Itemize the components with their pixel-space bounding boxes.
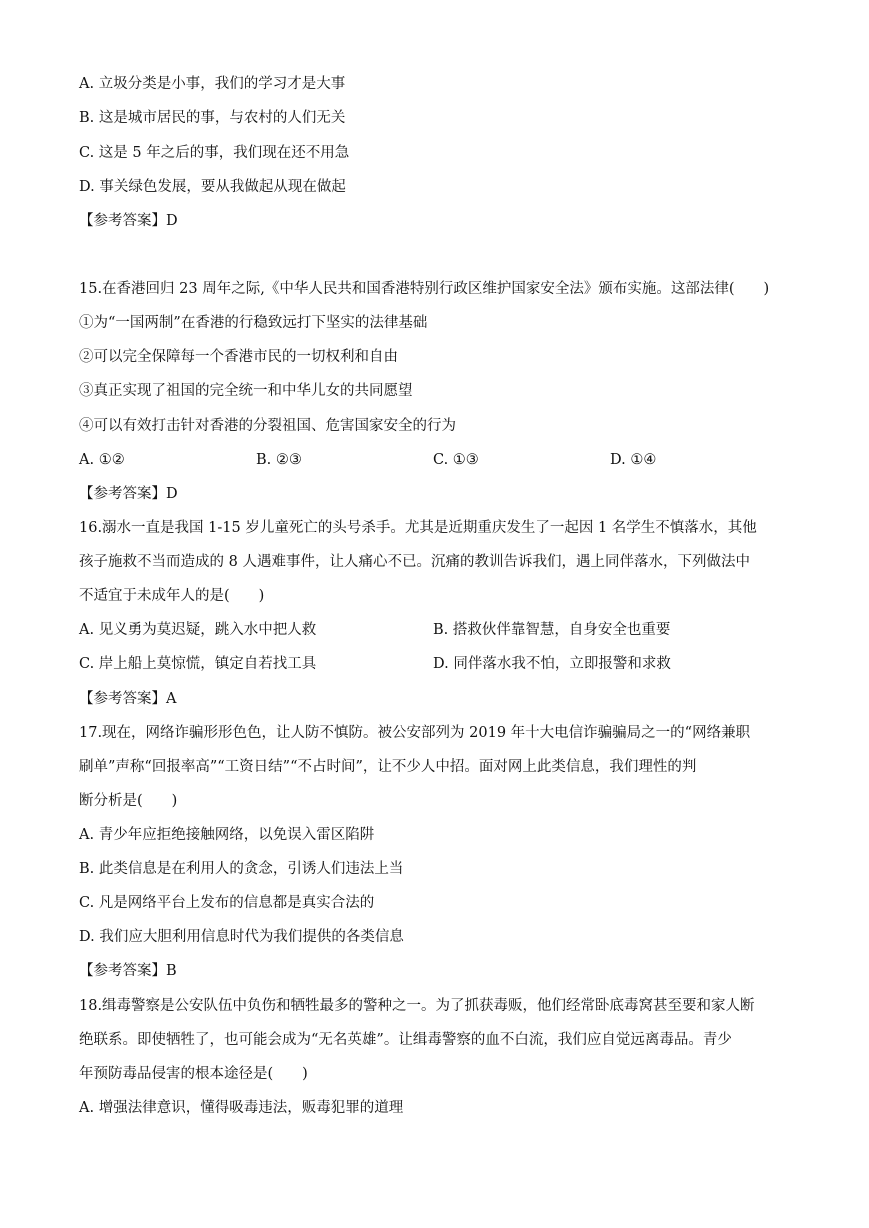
q16-stem-line-2: 孩子施救不当而造成的 8 人遇难事件，让人痛心不已。沉痛的教训告诉我们，遇上同伴落水，下列做法中 (79, 554, 750, 570)
q17-option-b: B. 此类信息是在利用人的贪念，引诱人们违法上当 (79, 861, 404, 877)
q15-option-c: C. ①③ (433, 452, 479, 468)
q16-stem-line-1: 16.溺水一直是我国 1-15 岁儿童死亡的头号杀手。尤其是近期重庆发生了一起因 1 名学生不慎落水，其他 (79, 520, 757, 536)
prev-answer: 【参考答案】D (79, 213, 178, 229)
q15-statement-2: ②可以完全保障每一个香港市民的一切权利和自由 (79, 349, 398, 365)
q16-option-c: C. 岸上船上莫惊慌，镇定自若找工具 (79, 656, 317, 672)
q16-option-a: A. 见义勇为莫迟疑，跳入水中把人救 (79, 622, 317, 638)
q16-answer: 【参考答案】A (79, 691, 177, 707)
q18-option-a: A. 增强法律意识，懂得吸毒违法，贩毒犯罪的道理 (79, 1100, 404, 1116)
q16-stem-line-3: 不适宜于未成年人的是( ) (79, 588, 265, 604)
prev-option-d: D. 事关绿色发展，要从我做起从现在做起 (79, 179, 346, 195)
q17-option-d: D. 我们应大胆利用信息时代为我们提供的各类信息 (79, 929, 404, 945)
q15-statement-4: ④可以有效打击针对香港的分裂祖国、危害国家安全的行为 (79, 418, 456, 434)
q16-option-d: D. 同伴落水我不怕，立即报警和求救 (433, 656, 671, 672)
q17-answer: 【参考答案】B (79, 963, 177, 979)
q15-option-d: D. ①④ (610, 452, 657, 468)
prev-option-a: A. 立圾分类是小事，我们的学习才是大事 (79, 76, 346, 92)
q15-statement-3: ③真正实现了祖国的完全统一和中华儿女的共同愿望 (79, 383, 413, 399)
q17-stem-line-3: 断分析是( ) (79, 793, 178, 809)
q15-answer: 【参考答案】D (79, 486, 178, 502)
prev-option-b: B. 这是城市居民的事，与农村的人们无关 (79, 110, 346, 126)
q17-option-c: C. 凡是网络平台上发布的信息都是真实合法的 (79, 895, 375, 911)
q17-option-a: A. 青少年应拒绝接触网络，以免误入雷区陷阱 (79, 827, 375, 843)
prev-option-c: C. 这是 5 年之后的事，我们现在还不用急 (79, 145, 350, 161)
q15-statement-1: ①为“一国两制”在香港的行稳致远打下坚实的法律基础 (79, 315, 428, 331)
q15-option-a: A. ①② (79, 452, 125, 468)
q18-stem-line-3: 年预防毒品侵害的根本途径是( ) (79, 1066, 308, 1082)
q18-stem-line-2: 绝联系。即使牺牲了，也可能会成为“无名英雄”。让缉毒警察的血不白流，我们应自觉远离毒品。青少 (79, 1032, 732, 1048)
q15-stem: 15.在香港回归 23 周年之际,《中华人民共和国香港特别行政区维护国家安全法》颁布实施。这部法律( ) (79, 281, 770, 297)
q18-stem-line-1: 18.缉毒警察是公安队伍中负伤和牺牲最多的警种之一。为了抓获毒贩，他们经常卧底毒窝甚至要和家人断 (79, 998, 755, 1014)
q17-stem-line-2: 刷单”声称“回报率高”“工资日结”“不占时间”，让不少人中招。面对网上此类信息，我们理性的判 (79, 759, 697, 775)
q15-option-b: B. ②③ (256, 452, 302, 468)
q17-stem-line-1: 17.现在，网络诈骗形形色色，让人防不慎防。被公安部列为 2019 年十大电信诈骗骗局之一的“网络兼职 (79, 725, 751, 741)
q16-option-b: B. 搭救伙伴靠智慧，自身安全也重要 (433, 622, 671, 638)
